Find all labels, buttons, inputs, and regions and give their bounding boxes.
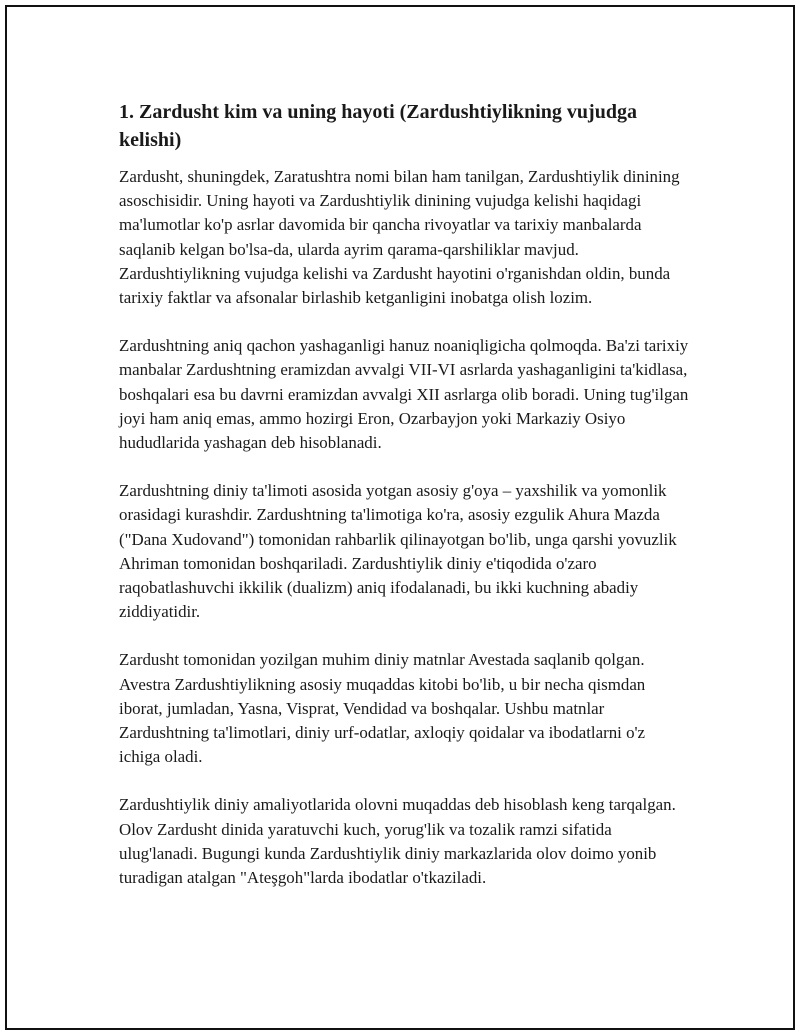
page-frame: [5, 5, 795, 1030]
paragraph-fire-worship: Zardushtiylik diniy amaliyotlarida olovni muqaddas deb hisoblash keng tarqalgan. Olov Zardusht dinida yaratuvchi kuch, yorug'lik va tozalik ramzi sifatida ulug'lanadi. Bugungi kunda Zardushtiylik diniy markazlarida olov doimo yonib turadigan atalgan "Ateşgoh"larda ibodatlar o'tkaziladi.: [119, 795, 676, 888]
section-heading: 1. Zardusht kim va uning hayoti (Zardushtiylikning vujudga kelishi): [119, 101, 637, 151]
paragraph-intro: Zardusht, shuningdek, Zaratushtra nomi bilan ham tanilgan, Zardushtiylik dinining asoschisidir. Uning hayoti va Zardushtiylik dinining vujudga kelishi haqidagi ma'lumotlar ko'p asrlar davomida bir qancha rivoyatlar va tarixiy manbalarda saqlanib kelgan bo'lsa-da, ularda ayrim qarama-qarshiliklar mavjud. Zardushtiylikning vujudga kelishi va Zardusht hayotini o'rganishdan oldin, bunda tarixiy faktlar va afsonalar birlashib ketganligini inobatga olish lozim.: [119, 167, 680, 308]
paragraph-avesta: Zardusht tomonidan yozilgan muhim diniy matnlar Avestada saqlanib qolgan. Avestra Zardushtiylikning asosiy muqaddas kitobi bo'lib, u bir necha qismdan iborat, jumladan, Yasna, Visprat, Vendidad va boshqalar. Ushbu matnlar Zardushtning ta'limotlari, diniy urf-odatlar, axloqiy qoidalar va ibodatlarni o'z ichiga oladi.: [119, 650, 646, 767]
paragraph-dating: Zardushtning aniq qachon yashaganligi hanuz noaniqligicha qolmoqda. Ba'zi tarixiy manbalar Zardushtning eramizdan avvalgi VII-VI asrlarda yashaganligini ta'kidlasa, boshqalari esa bu davrni eramizdan avvalgi XII asrlarga olib boradi. Uning tug'ilgan joyi ham aniq emas, ammo hozirgi Eron, Ozarbayjon yoki Markaziy Osiyo hududlarida yashagan deb hisoblanadi.: [119, 336, 689, 453]
paragraph-teachings: Zardushtning diniy ta'limoti asosida yotgan asosiy g'oya – yaxshilik va yomonlik orasidagi kurashdir. Zardushtning ta'limotiga ko'ra, asosiy ezgulik Ahura Mazda ("Dana Xudovand") tomonidan rahbarlik qilinayotgan bo'lib, unga qarshi yovuzlik Ahriman tomonidan boshqariladi. Zardushtiylik diniy e'tiqodida o'zaro raqobatlashuvchi ikkilik (dualizm) aniq ifodalanadi, bu ikki kuchning abadiy ziddiyatidir.: [119, 481, 677, 622]
document-body: [119, 98, 689, 914]
